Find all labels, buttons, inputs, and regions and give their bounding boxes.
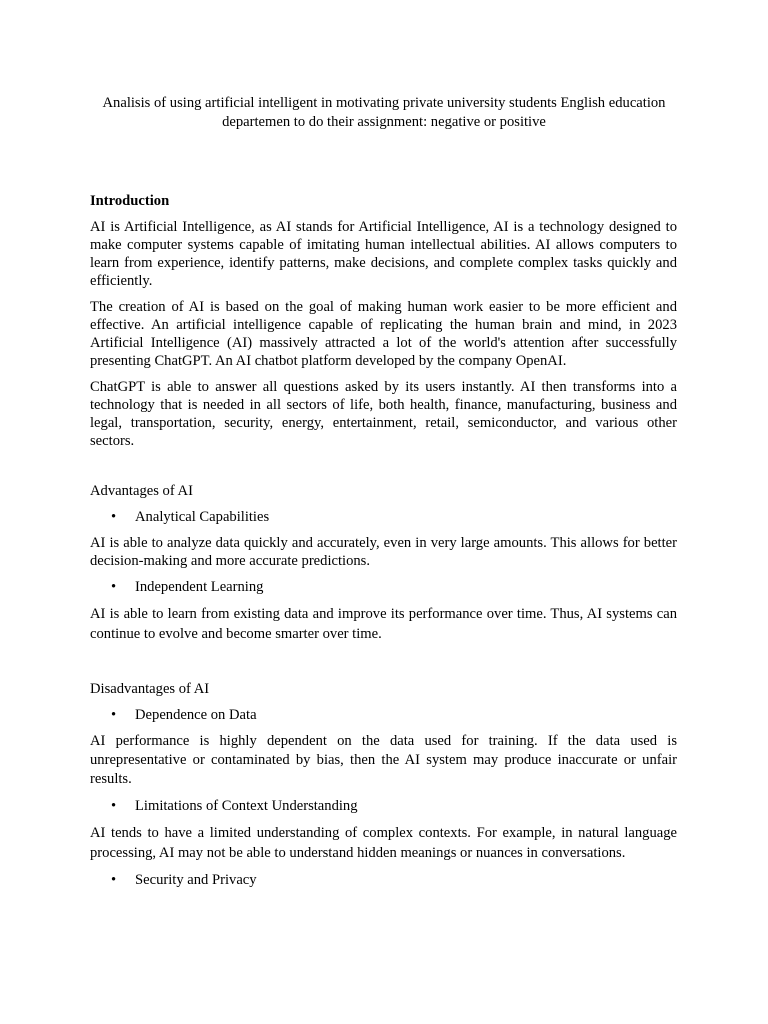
bullet-icon: • (111, 509, 117, 525)
bullet-item (90, 508, 677, 526)
document-body (90, 192, 677, 897)
bullet-icon: • (111, 872, 117, 888)
bullet-item (90, 578, 677, 596)
bullet-item (90, 871, 677, 889)
intro-paragraph: The creation of AI is based on the goal of making human work easier to be more efficient and effective. An artificial intelligence capable of replicating the human brain and mind, in 2023 Artificial Intelligence (AI) massively attracted a lot of the world's attention after successfully presenting ChatGPT. An AI chatbot platform developed by the company OpenAI. (90, 299, 677, 369)
bullet-icon: • (111, 798, 117, 814)
bullet-label: Independent Learning (135, 579, 264, 595)
introduction-heading: Introduction (90, 193, 170, 209)
intro-paragraph: AI is Artificial Intelligence, as AI stands for Artificial Intelligence, AI is a technology designed to make computer systems capable of imitating human intellectual abilities. AI allows computers to learn from experience, identify patterns, make decisions, and complete complex tasks quickly and efficiently. (90, 219, 677, 289)
disadvantages-heading: Disadvantages of AI (90, 681, 210, 697)
advantage-paragraph: AI is able to analyze data quickly and accurately, even in very large amounts. This allows for better decision-making and more accurate predictions. (90, 535, 677, 569)
bullet-label: Analytical Capabilities (135, 509, 270, 525)
bullet-label: Dependence on Data (135, 707, 257, 723)
bullet-icon: • (111, 579, 117, 595)
advantages-heading: Advantages of AI (90, 483, 193, 499)
intro-paragraph: ChatGPT is able to answer all questions asked by its users instantly. AI then transforms into a technology that is needed in all sectors of life, both health, finance, manufacturing, business and legal, transportation, security, energy, entertainment, retail, semiconductor, and various other sectors. (90, 379, 677, 449)
disadvantage-paragraph: AI performance is highly dependent on the data used for training. If the data used is unrepresentative or contaminated by bias, then the AI system may produce inaccurate or unfair results. (90, 733, 677, 787)
document-title: Analisis of using artificial intelligent in motivating private university students English education departemen to do their assignment: negative or positive (102, 95, 666, 130)
bullet-label: Limitations of Context Understanding (135, 798, 358, 814)
bullet-item (90, 706, 677, 724)
bullet-label: Security and Privacy (135, 872, 257, 888)
bullet-icon: • (111, 707, 117, 723)
disadvantage-paragraph: AI tends to have a limited understanding of complex contexts. For example, in natural language processing, AI may not be able to understand hidden meanings or nuances in conversations. (90, 825, 677, 861)
advantage-paragraph: AI is able to learn from existing data and improve its performance over time. Thus, AI systems can continue to evolve and become smarter over time. (90, 606, 677, 642)
bullet-item (90, 797, 677, 815)
